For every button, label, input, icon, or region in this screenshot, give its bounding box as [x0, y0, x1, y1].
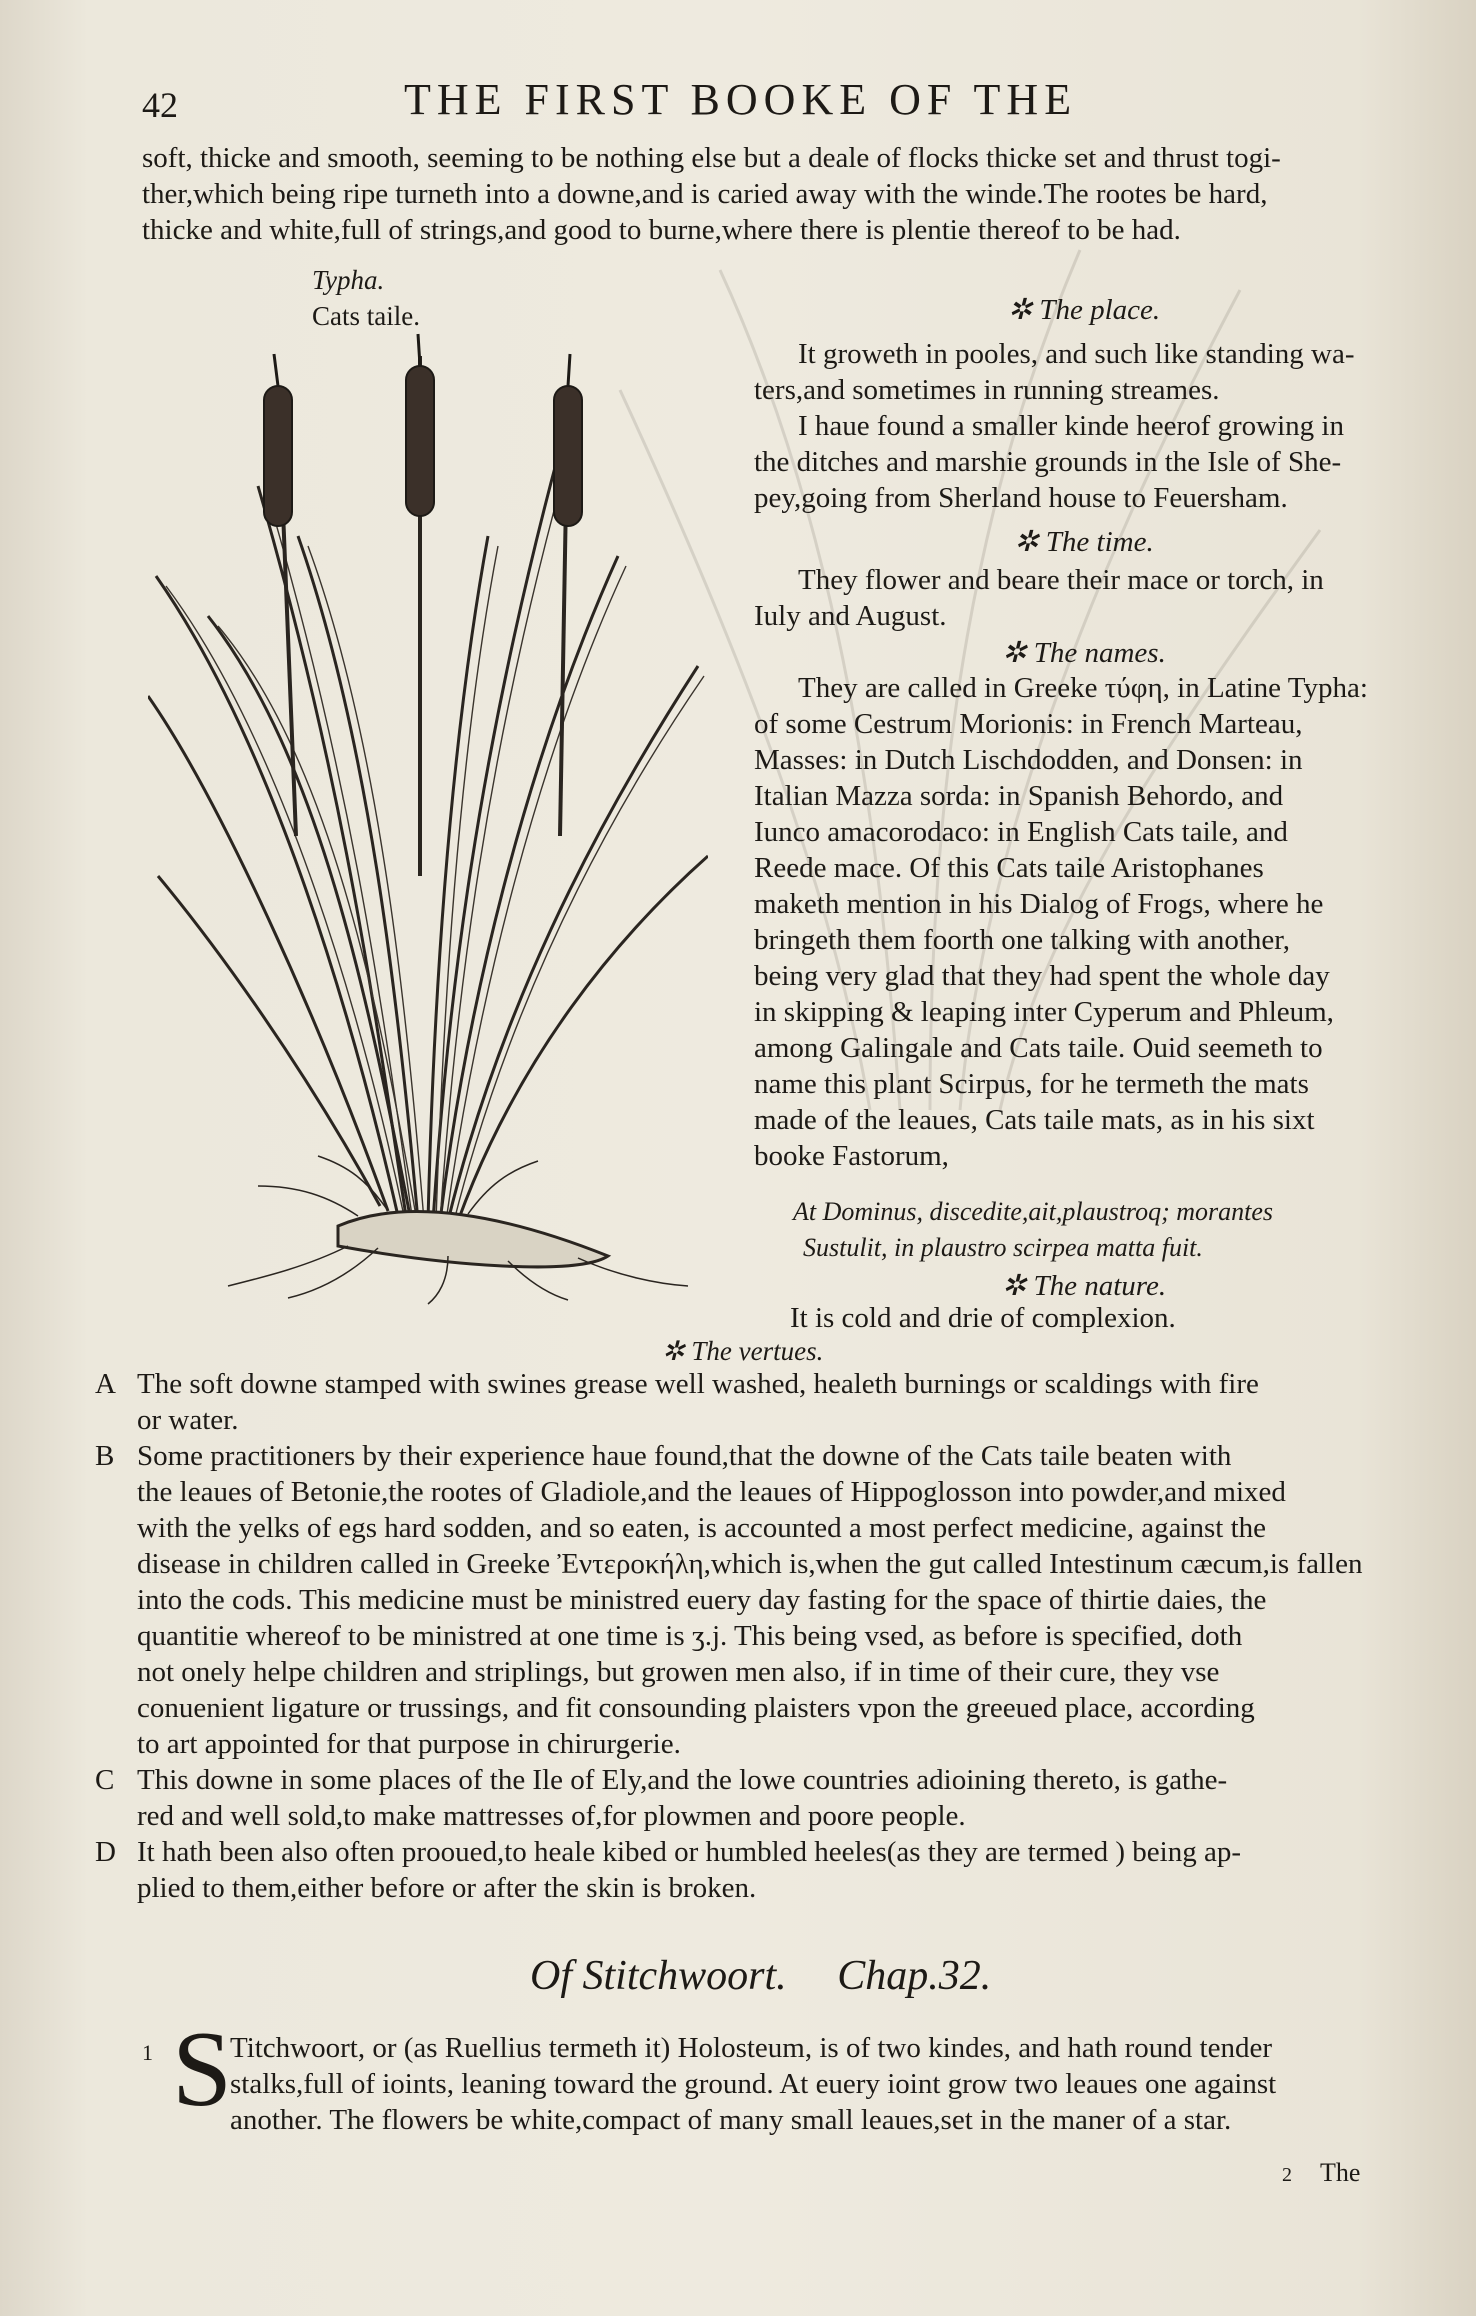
- running-title: THE FIRST BOOKE OF THE: [404, 75, 1078, 124]
- remedy-letter: C: [95, 1764, 115, 1796]
- names-line: made of the leaues, Cats taile mats, as in his sixt: [754, 1104, 1315, 1136]
- heading-the-names: ✲ The names.: [1002, 637, 1166, 669]
- caption-latin: Typha.: [312, 265, 385, 295]
- place-line: ters,and sometimes in running streames.: [754, 374, 1220, 406]
- remedy-line: not onely helpe children and striplings, but growen men also, if in time of their cure, they vse: [137, 1656, 1220, 1688]
- chapter-title: Of Stitchwoort.: [530, 1953, 787, 1999]
- place-line: It groweth in pooles, and such like standing wa-: [798, 338, 1355, 370]
- remedy-line: The soft downe stamped with swines grease well washed, healeth burnings or scaldings with fire: [137, 1368, 1259, 1400]
- drop-cap: S: [172, 2010, 233, 2129]
- remedy-line: with the yelks of egs hard sodden, and so eaten, is accounted a most perfect medicine, against the: [137, 1512, 1267, 1544]
- caption-english: Cats taile.: [312, 301, 420, 331]
- names-line: bringeth them foorth one talking with another,: [754, 924, 1291, 956]
- remedy-line: or water.: [137, 1404, 239, 1436]
- remedy-line: This downe in some places of the Ile of Ely,and the lowe countries adioining thereto, is gathe-: [137, 1764, 1228, 1796]
- chapter-line: another. The flowers be white,compact of many small leaues,set in the maner of a star.: [230, 2104, 1232, 2136]
- remedy-line: plied to them,either before or after the skin is broken.: [137, 1872, 757, 1904]
- catchword: [1282, 2158, 1360, 2188]
- names-line: Italian Mazza sorda: in Spanish Behordo, and: [754, 780, 1284, 812]
- names-line: maketh mention in his Dialog of Frogs, where he: [754, 888, 1324, 920]
- heading-the-time: ✲ The time.: [1014, 526, 1154, 558]
- remedy-letter: A: [95, 1368, 116, 1400]
- remedy-b: [95, 1438, 1415, 1762]
- chapter-line: Titchwoort, or (as Ruellius termeth it) Holosteum, is of two kindes, and hath round tender: [230, 2032, 1272, 2064]
- heading-the-nature: ✲ The nature.: [1001, 1270, 1167, 1302]
- remedy-a: [95, 1366, 1415, 1438]
- heading-the-place: ✲ The place.: [1007, 294, 1161, 326]
- verse-line: At Dominus, discedite,ait,plaustroq; morantes: [793, 1197, 1274, 1226]
- opening-line: soft, thicke and smooth, seeming to be nothing else but a deale of flocks thicke set and thrust togi-: [142, 142, 1281, 174]
- names-line: being very glad that they had spent the whole day: [754, 960, 1330, 992]
- remedy-letter: D: [95, 1836, 116, 1868]
- remedy-letter: B: [95, 1440, 115, 1472]
- opening-line: ther,which being ripe turneth into a downe,and is caried away with the winde.The rootes be hard,: [142, 178, 1268, 210]
- remedy-line: the leaues of Betonie,the rootes of Gladiole,and the leaues of Hippoglosson into powder,and mixed: [137, 1476, 1286, 1508]
- place-line: I haue found a smaller kinde heerof growing in: [798, 410, 1344, 442]
- remedy-c: [95, 1762, 1415, 1834]
- names-line: Iunco amacorodaco: in English Cats taile, and: [754, 816, 1288, 848]
- opening-line: thicke and white,full of strings,and good to burne,where there is plentie thereof to be had.: [142, 214, 1181, 246]
- running-head: [142, 70, 1392, 130]
- names-line: in skipping & leaping inter Cyperum and Phleum,: [754, 996, 1334, 1028]
- catchword-text: The: [1320, 2158, 1361, 2187]
- cattail-woodcut-illustration: [148, 236, 708, 1306]
- names-line: among Galingale and Cats taile. Ouid seemeth to: [754, 1032, 1323, 1064]
- names-line: Masses: in Dutch Lischdodden, and Donsen: in: [754, 744, 1303, 776]
- remedy-line: It hath been also often prooued,to heale kibed or humbled heeles(as they are termed ) being ap-: [137, 1836, 1241, 1868]
- remedy-line: Some practitioners by their experience haue found,that the downe of the Cats taile beaten with: [137, 1440, 1232, 1472]
- remedy-line: into the cods. This medicine must be ministred euery day fasting for the space of thirtie daies, the: [137, 1584, 1267, 1616]
- remedy-line: to art appointed for that purpose in chirurgerie.: [137, 1728, 681, 1760]
- page-number: 42: [142, 85, 178, 125]
- verse-line: Sustulit, in plaustro scirpea matta fuit.: [803, 1233, 1203, 1262]
- margin-number: 1: [142, 2040, 153, 2065]
- remedy-line: red and well sold,to make mattresses of,for plowmen and poore people.: [137, 1800, 966, 1832]
- opening-paragraph: [142, 140, 1281, 248]
- chapter-heading: [530, 1952, 991, 2000]
- time-text: [754, 562, 1414, 634]
- remedy-line: conuenient ligature or trussings, and fit consounding plaisters vpon the greeued place, according: [137, 1692, 1255, 1724]
- chapter-number: Chap.32.: [837, 1953, 992, 1999]
- nature-text: It is cold and drie of complexion.: [790, 1302, 1176, 1334]
- place-text: [754, 336, 1414, 516]
- names-line: name this plant Scirpus, for he termeth the mats: [754, 1068, 1309, 1100]
- names-line: of some Cestrum Morionis: in French Marteau,: [754, 708, 1303, 740]
- remedy-line: quantitie whereof to be ministred at one time is ʒ.j. This being vsed, as before is specified, doth: [137, 1620, 1243, 1652]
- place-line: the ditches and marshie grounds in the Isle of She-: [754, 446, 1342, 478]
- names-line: booke Fastorum,: [754, 1140, 949, 1172]
- chapter-line: stalks,full of ioints, leaning toward the ground. At euery ioint grow two leaues one against: [230, 2068, 1277, 2100]
- time-line: They flower and beare their mace or torch, in: [798, 564, 1324, 596]
- time-line: Iuly and August.: [754, 600, 947, 632]
- names-text: [754, 670, 1414, 1174]
- chapter-text: [142, 2030, 1412, 2138]
- ovid-verse: [793, 1194, 1273, 1266]
- remedy-d: [95, 1834, 1415, 1906]
- catchword-number: 2: [1282, 2164, 1292, 2186]
- names-line: Reede mace. Of this Cats taile Aristophanes: [754, 852, 1264, 884]
- place-line: pey,going from Sherland house to Feuersham.: [754, 482, 1288, 514]
- heading-the-vertues: ✲ The vertues.: [662, 1336, 824, 1366]
- remedy-line: disease in children called in Greeke Ἐντεροκήλη,which is,when the gut called Intestinum cæcum,is fallen: [137, 1548, 1363, 1580]
- remedies-list: [95, 1366, 1415, 1906]
- names-line: They are called in Greeke τύφη, in Latine Typha:: [798, 672, 1368, 704]
